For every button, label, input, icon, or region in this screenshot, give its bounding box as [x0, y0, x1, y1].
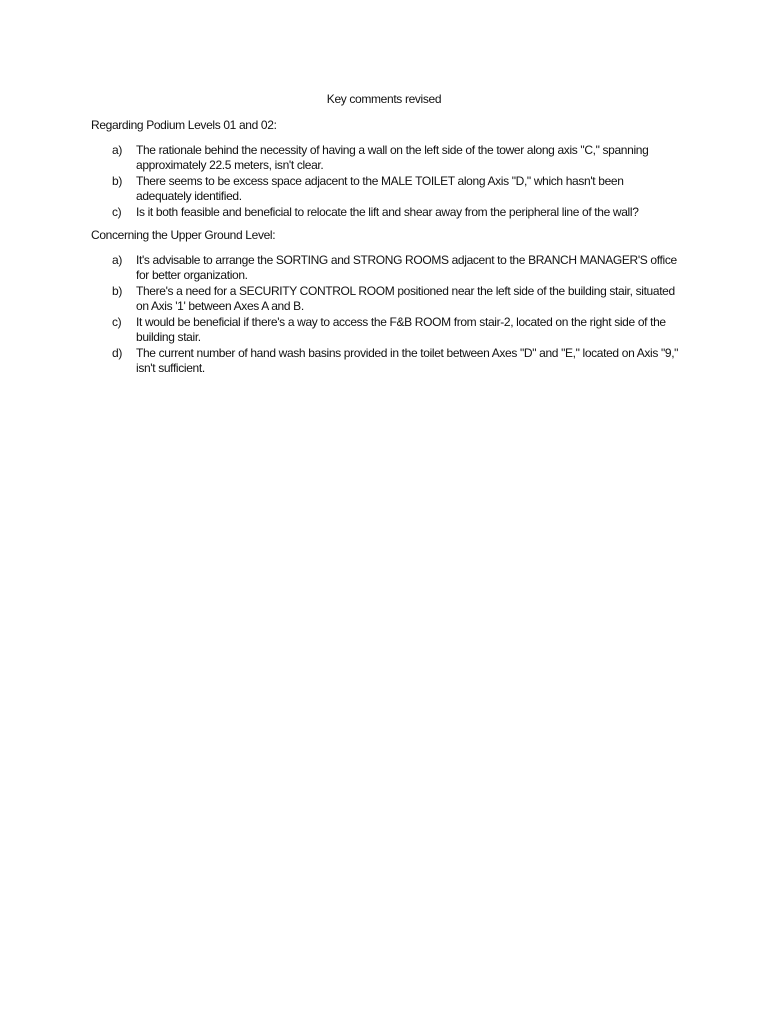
list-item — [0, 143, 768, 172]
list-marker: a) — [112, 253, 122, 267]
list-item — [0, 253, 768, 282]
section-heading-podium-levels: Regarding Podium Levels 01 and 02: — [91, 118, 277, 132]
list-item — [0, 174, 768, 203]
list-item-text: The rationale behind the necessity of having a wall on the left side of the tower along axis "C," spanning approximately 22.5 meters, isn't clear. — [136, 143, 649, 172]
list-item-text: There's a need for a SECURITY CONTROL ROOM positioned near the left side of the building stair, situated on Axis '1' between Axes A and B. — [136, 284, 675, 313]
list-marker: b) — [112, 174, 122, 188]
list-item-text: There seems to be excess space adjacent to the MALE TOILET along Axis "D," which hasn't been adequately identified. — [136, 174, 624, 203]
list-item — [0, 284, 768, 313]
list-item — [0, 346, 768, 375]
section-heading-upper-ground-level: Concerning the Upper Ground Level: — [91, 228, 276, 242]
list-item-text: The current number of hand wash basins provided in the toilet between Axes "D" and "E," located on Axis "9," isn't sufficient. — [136, 346, 679, 375]
list-item-text: It's advisable to arrange the SORTING and STRONG ROOMS adjacent to the BRANCH MANAGER'S office for better organization. — [136, 253, 677, 282]
comments-list-podium-levels — [0, 143, 768, 222]
list-item — [0, 315, 768, 344]
list-marker: c) — [112, 315, 122, 329]
list-marker: a) — [112, 143, 122, 157]
list-item — [0, 205, 768, 220]
list-item-text: Is it both feasible and beneficial to relocate the lift and shear away from the peripheral line of the wall? — [136, 205, 639, 219]
list-marker: c) — [112, 205, 122, 219]
document-title: Key comments revised — [326, 92, 442, 106]
list-marker: d) — [112, 346, 122, 360]
list-item-text: It would be beneficial if there's a way to access the F&B ROOM from stair-2, located on the right side of the building stair. — [136, 315, 666, 344]
list-marker: b) — [112, 284, 122, 298]
comments-list-upper-ground-level — [0, 253, 768, 377]
